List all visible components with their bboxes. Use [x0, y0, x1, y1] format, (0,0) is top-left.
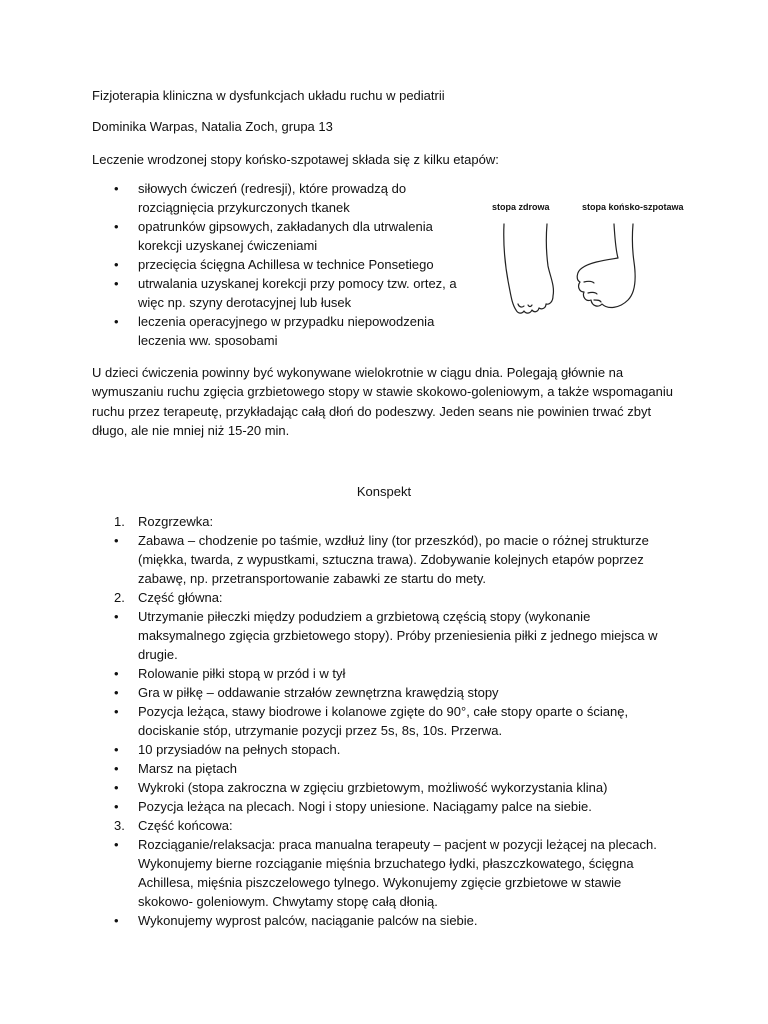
list-item: • Rolowanie piłki stopą w przód i w tył — [114, 666, 346, 681]
intro-lead: Leczenie wrodzonej stopy końsko-szpotawej składa się z kilku etapów: — [92, 152, 499, 167]
authors-line: Dominika Warpas, Natalia Zoch, grupa 13 — [92, 119, 333, 134]
list-item: • siłowych ćwiczeń (redresji), które prowadzą do rozciągnięcia przykurczonych tkanek — [114, 181, 407, 215]
bullet-icon: • — [114, 837, 119, 852]
list-item: • leczenia operacyjnego w przypadku niepowodzenia leczenia ww. sposobami — [114, 314, 435, 348]
bullet-icon: • — [114, 181, 119, 196]
healthy-foot-icon — [504, 224, 554, 313]
list-item: • Wykroki (stopa zakroczna w zgięciu grzbietowym, możliwość wykorzystania klina) — [114, 780, 608, 795]
list-item: • Pozycja leżąca, stawy biodrowe i kolanowe zgięte do 90°, całe stopy oparte o ścianę, dociskanie stóp, utrzymanie pozycji przez 5s, 8s, 10s. Przerwa. — [114, 704, 629, 738]
section-heading: 3. Część końcowa: — [114, 818, 233, 833]
bullet-icon: • — [114, 685, 119, 700]
bullet-icon: • — [114, 761, 119, 776]
list-item: • Utrzymanie piłeczki między podudziem a grzbietową częścią stopy (wykonanie maksymalnego zgięcia grzbietowego stopy). Próby przeniesienia piłki z jednego miejsca w drugie. — [114, 609, 658, 662]
course-title: Fizjoterapia kliniczna w dysfunkcjach układu ruchu w pediatrii — [92, 88, 445, 103]
bullet-icon: • — [114, 780, 119, 795]
bullet-icon: • — [114, 314, 119, 329]
bullet-icon: • — [114, 666, 119, 681]
list-item: • utrwalania uzyskanej korekcji przy pomocy tzw. ortez, a więc np. szyny derotacyjnej lub łusek — [114, 276, 457, 310]
list-item: • 10 przysiadów na pełnych stopach. — [114, 742, 341, 757]
bullet-icon: • — [114, 533, 119, 548]
list-item: • Zabawa – chodzenie po taśmie, wzdłuż liny (tor przeszkód), po macie o różnej strukturze (miękka, twarda, z wypustkami, sztuczna trawa). Zdobywanie kolejnych etapów poprzez zabawę, np. przetransportowanie zabawki ze startu do mety. — [114, 533, 649, 586]
exercise-paragraph: U dzieci ćwiczenia powinny być wykonywane wielokrotnie w ciągu dnia. Polegają głównie na wymuszaniu ruchu zgięcia grzbietowego stopy w stawie skokowo-goleniowym, a także wspomaganiu ruchu przez terapeutę, przykładając całą dłoń do podeszwy. Jeden seans nie powinien trwać zbyt długo, ale nie mniej niż 15-20 min. — [92, 365, 673, 438]
bullet-icon: • — [114, 704, 119, 719]
section-number: 2. — [114, 590, 125, 605]
bullet-icon: • — [114, 742, 119, 757]
list-item: • przecięcia ścięgna Achillesa w technice Ponsetiego — [114, 257, 434, 272]
list-item: • Rozciąganie/relaksacja: praca manualna terapeuty – pacjent w pozycji leżącej na plecach. Wykonujemy bierne rozciąganie mięśnia brzuchatego łydki, płaszczkowatego, ścięgna Achillesa, mięśnia piszczelowego tylnego. Wykonujemy zgięcie grzbietowe w stawie skokowo- goleniowym. Chwytamy stopę całą dłonią. — [114, 837, 657, 909]
bullet-icon: • — [114, 257, 119, 272]
figure-label-healthy: stopa zdrowa — [492, 202, 550, 212]
section-heading: 2. Część główna: — [114, 590, 223, 605]
list-item: • Marsz na piętach — [114, 761, 237, 776]
list-item: • Gra w piłkę – oddawanie strzałów zewnętrzna krawędzią stopy — [114, 685, 499, 700]
clubfoot-icon — [577, 224, 635, 307]
konspekt-list — [92, 512, 658, 930]
konspekt-title: Konspekt — [356, 484, 412, 499]
bullet-icon: • — [114, 913, 119, 928]
list-item: • Pozycja leżąca na plecach. Nogi i stopy uniesione. Naciągamy palce na siebie. — [114, 799, 592, 814]
section-number: 1. — [114, 514, 125, 529]
bullet-icon: • — [114, 609, 119, 624]
section-number: 3. — [114, 818, 125, 833]
list-item: • Wykonujemy wyprost palców, naciąganie palców na siebie. — [114, 913, 478, 928]
feet-illustration — [476, 196, 706, 328]
bullet-icon: • — [114, 799, 119, 814]
bullet-icon: • — [114, 219, 119, 234]
section-heading: 1. Rozgrzewka: — [114, 514, 214, 529]
bullet-icon: • — [114, 276, 119, 291]
figure-label-clubfoot: stopa końsko-szpotawa — [582, 202, 684, 212]
feet-drawing — [476, 196, 706, 328]
list-item: • opatrunków gipsowych, zakładanych dla utrwalenia korekcji uzyskanej ćwiczeniami — [114, 219, 433, 253]
treatment-stages-list — [92, 179, 457, 350]
